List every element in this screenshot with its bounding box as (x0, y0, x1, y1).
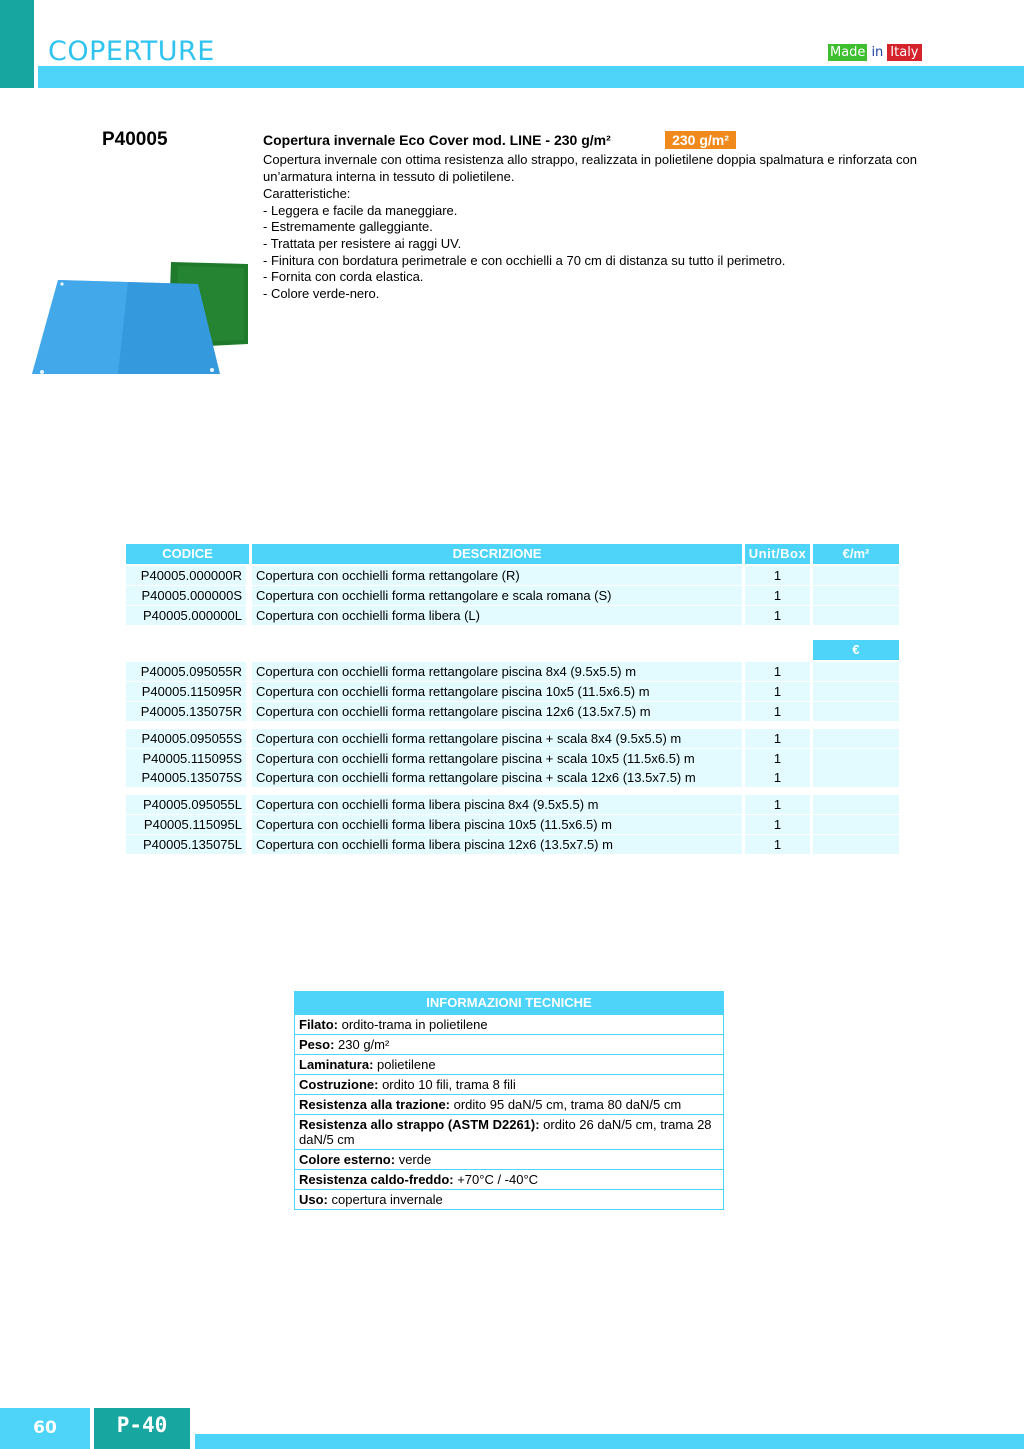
row-price (813, 662, 899, 681)
row-price (813, 729, 899, 748)
header-price: € (813, 640, 899, 660)
row-price (813, 586, 899, 605)
tech-row (295, 1189, 723, 1209)
tech-row (295, 1149, 723, 1169)
row-description: Copertura con occhielli forma rettangolare piscina + scala 8x4 (9.5x5.5) m (252, 729, 742, 748)
row-price (813, 795, 899, 814)
description-line: - Fornita con corda elastica. (263, 269, 424, 285)
tech-value: verde (395, 1152, 432, 1167)
tech-label: Uso: (299, 1192, 328, 1207)
row-code: P40005.000000L (126, 606, 246, 625)
row-description: Copertura con occhielli forma rettangolare piscina + scala 10x5 (11.5x6.5) m (252, 749, 742, 768)
row-code: P40005.095055S (126, 729, 246, 748)
row-code: P40005.000000R (126, 566, 246, 585)
header-tab (0, 0, 34, 88)
row-code: P40005.115095S (126, 749, 246, 768)
section-title: COPERTURE (48, 36, 215, 67)
tech-value: ordito 26 daN/5 cm, trama 28 daN/5 cm (299, 1117, 712, 1147)
row-description: Copertura con occhielli forma libera piscina 12x6 (13.5x7.5) m (252, 835, 742, 854)
tech-label: Peso: (299, 1037, 335, 1052)
made-in-italy-badge (828, 44, 922, 61)
tech-label: Costruzione: (299, 1077, 379, 1092)
tech-value: polietilene (373, 1057, 436, 1072)
tech-value: +70°C / -40°C (453, 1172, 539, 1187)
row-unit: 1 (745, 606, 810, 625)
tech-value: ordito 10 fili, trama 8 fili (378, 1077, 516, 1092)
row-unit: 1 (745, 815, 810, 834)
row-description: Copertura con occhielli forma libera (L) (252, 606, 742, 625)
tech-row (295, 1054, 723, 1074)
row-description: Copertura con occhielli forma libera piscina 10x5 (11.5x6.5) m (252, 815, 742, 834)
tech-value: ordito 95 daN/5 cm, trama 80 daN/5 cm (450, 1097, 682, 1112)
section-code: P-40 (116, 1413, 168, 1437)
tech-info-table (294, 991, 724, 1210)
row-code: P40005.000000S (126, 586, 246, 605)
row-price (813, 768, 899, 787)
row-price (813, 606, 899, 625)
tech-label: Colore esterno: (299, 1152, 396, 1167)
page-number: 60 (33, 1418, 57, 1438)
italy-label: Italy (887, 44, 921, 61)
row-code: P40005.095055R (126, 662, 246, 681)
product-image (28, 262, 250, 380)
header-code: CODICE (126, 544, 249, 564)
weight-badge: 230 g/m² (665, 131, 736, 149)
row-code: P40005.135075R (126, 702, 246, 721)
tech-row (295, 1169, 723, 1189)
row-price (813, 566, 899, 585)
tech-label: Resistenza caldo-freddo: (299, 1172, 454, 1187)
row-code: P40005.135075L (126, 835, 246, 854)
in-label: in (871, 45, 884, 60)
row-description: Copertura con occhielli forma rettangolare piscina 12x6 (13.5x7.5) m (252, 702, 742, 721)
row-unit: 1 (745, 566, 810, 585)
description-line: - Estremamente galleggiante. (263, 219, 433, 235)
row-unit: 1 (745, 768, 810, 787)
tech-label: Resistenza allo strappo (ASTM D2261): (299, 1117, 540, 1132)
description-line: Caratteristiche: (263, 186, 351, 202)
row-unit: 1 (745, 795, 810, 814)
made-label: Made (830, 45, 866, 60)
row-description: Copertura con occhielli forma rettangolare (R) (252, 566, 742, 585)
row-description: Copertura con occhielli forma rettangolare e scala romana (S) (252, 586, 742, 605)
row-price (813, 749, 899, 768)
row-price (813, 835, 899, 854)
row-price (813, 682, 899, 701)
tech-label: Laminatura: (299, 1057, 374, 1072)
row-unit: 1 (745, 586, 810, 605)
row-code: P40005.115095R (126, 682, 246, 701)
description-line: - Colore verde-nero. (263, 285, 380, 301)
row-code: P40005.115095L (126, 815, 246, 834)
tech-row (295, 1074, 723, 1094)
tech-value: 230 g/m² (334, 1037, 390, 1052)
tech-info-title: INFORMAZIONI TECNICHE (295, 992, 723, 1014)
header-description: DESCRIZIONE (252, 544, 742, 564)
row-unit: 1 (745, 702, 810, 721)
tech-value: ordito-trama in polietilene (338, 1017, 488, 1032)
tech-label: Resistenza alla trazione: (299, 1097, 450, 1112)
header-unit: Unit/Box (745, 544, 810, 564)
tech-row (295, 1094, 723, 1114)
tech-row (295, 1114, 723, 1149)
row-code: P40005.135075S (126, 768, 246, 787)
row-code: P40005.095055L (126, 795, 246, 814)
row-unit: 1 (745, 729, 810, 748)
tech-label: Filato: (299, 1017, 338, 1032)
row-unit: 1 (745, 682, 810, 701)
row-description: Copertura con occhielli forma rettangolare piscina + scala 12x6 (13.5x7.5) m (252, 768, 742, 787)
row-price (813, 815, 899, 834)
row-price (813, 702, 899, 721)
row-unit: 1 (745, 835, 810, 854)
product-code: P40005 (102, 129, 168, 150)
description-line: Copertura invernale con ottima resistenza allo strappo, realizzata in polietilene doppia spalmatura e rinforzata con un’armatura interna in tessuto di polietilene. (263, 152, 917, 184)
header-price-m2: €/m² (813, 544, 899, 564)
description-line: - Finitura con bordatura perimetrale e con occhielli a 70 cm di distanza su tutto il perimetro. (263, 252, 786, 268)
product-description (263, 152, 983, 302)
description-line: - Leggera e facile da maneggiare. (263, 202, 458, 218)
row-description: Copertura con occhielli forma libera piscina 8x4 (9.5x5.5) m (252, 795, 742, 814)
tech-value: copertura invernale (327, 1192, 443, 1207)
row-unit: 1 (745, 749, 810, 768)
row-description: Copertura con occhielli forma rettangolare piscina 8x4 (9.5x5.5) m (252, 662, 742, 681)
tech-row (295, 1014, 723, 1034)
row-description: Copertura con occhielli forma rettangolare piscina 10x5 (11.5x6.5) m (252, 682, 742, 701)
description-line: - Trattata per resistere ai raggi UV. (263, 235, 462, 251)
footer-bar (195, 1434, 1024, 1449)
row-unit: 1 (745, 662, 810, 681)
product-title: Copertura invernale Eco Cover mod. LINE - 230 g/m² (263, 132, 611, 148)
tech-row (295, 1034, 723, 1054)
header-bar (38, 66, 1024, 88)
